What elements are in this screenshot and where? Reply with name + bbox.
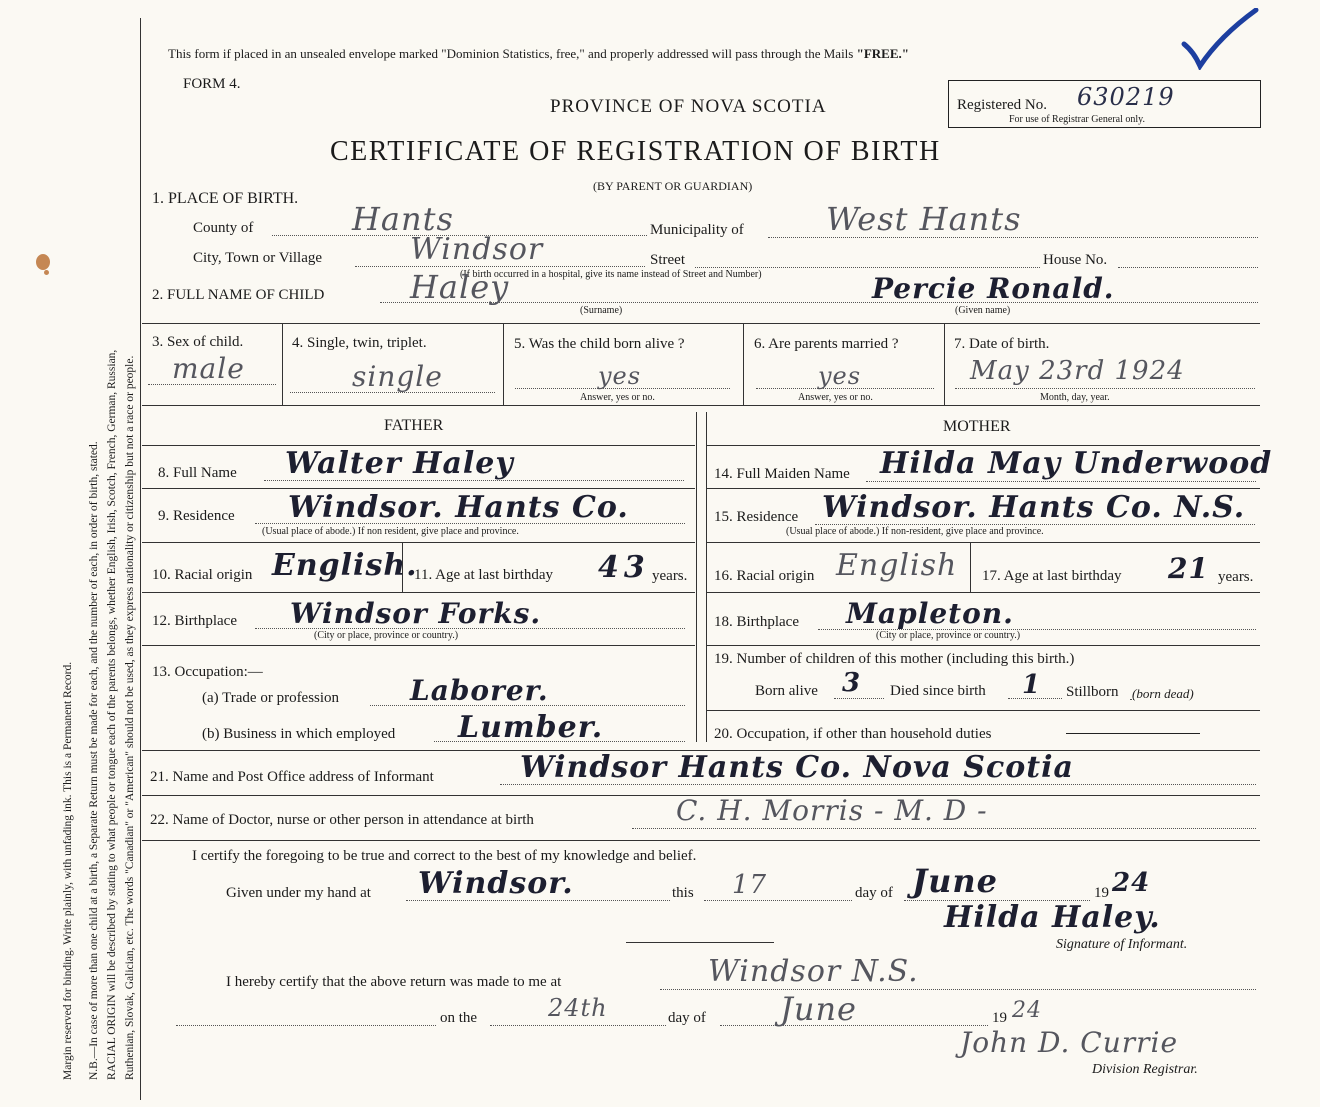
hospital-note: (If birth occurred in a hospital, give its name instead of Street and Number) — [460, 269, 762, 280]
born-alive-count-label: Born alive — [755, 683, 818, 699]
divider — [142, 323, 1260, 324]
street-label: Street — [650, 252, 685, 268]
divider — [706, 412, 707, 742]
mother-name-line — [866, 481, 1256, 482]
certify-text: I certify the foregoing to be true and correct to the best of my knowledge and belief. — [192, 848, 697, 864]
stillborn-note: (born dead) — [1132, 686, 1194, 701]
day-line — [704, 900, 852, 901]
divider — [706, 542, 1260, 543]
margin-note-binding: Margin reserved for binding. Write plainly, with unfading ink. This is a Permanent Record. — [62, 661, 74, 1080]
father-racial-label: 10. Racial origin — [152, 567, 253, 583]
on-the-label: on the — [440, 1010, 478, 1026]
municipality-value: West Hants — [826, 200, 1022, 238]
mother-heading: MOTHER — [943, 418, 1011, 435]
day-of-label: day of — [855, 885, 893, 901]
mother-racial-value: English — [836, 548, 958, 583]
registered-label: Registered No. — [957, 97, 1047, 113]
registrar-place-value: Windsor N.S. — [708, 954, 919, 989]
parents-married-value: yes — [818, 362, 862, 390]
divider — [142, 592, 695, 593]
divider — [706, 710, 1260, 711]
registrar-blank-line — [176, 1025, 436, 1026]
dob-caption: Month, day, year. — [1040, 392, 1110, 403]
divider — [503, 323, 504, 405]
sex-value: male — [172, 352, 245, 385]
county-label: County of — [193, 220, 254, 236]
divider — [696, 412, 697, 742]
doctor-value: C. H. Morris - M. D - — [676, 794, 988, 827]
divider — [706, 592, 1260, 593]
mail-notice-free: "FREE." — [856, 46, 909, 61]
street-line — [695, 267, 1040, 268]
check-mark-icon — [1180, 8, 1260, 70]
margin-rule — [140, 18, 141, 1100]
child-name-label: 2. FULL NAME OF CHILD — [152, 287, 325, 303]
father-residence-caption: (Usual place of abode.) If non resident, give place and province. — [262, 526, 519, 537]
ink-stain — [36, 254, 50, 270]
father-residence-value: Windsor. Hants Co. — [288, 490, 629, 525]
mother-occupation-label: 20. Occupation, if other than household duties — [714, 726, 992, 742]
divider — [944, 323, 945, 405]
mother-racial-label: 16. Racial origin — [714, 568, 815, 584]
father-birthplace-value: Windsor Forks. — [290, 597, 542, 630]
born-alive-label: 5. Was the child born alive ? — [514, 336, 685, 352]
mail-notice-text: This form if placed in an unsealed envelope marked "Dominion Statistics, free," and properly addressed will pass through the Mails — [168, 46, 854, 61]
divider — [706, 488, 1260, 489]
mother-residence-label: 15. Residence — [714, 509, 799, 525]
divider — [142, 645, 695, 646]
given-place-value: Windsor. — [418, 866, 574, 901]
father-trade-value: Laborer. — [410, 674, 549, 707]
year-prefix: 19 — [1094, 885, 1109, 901]
registered-number-box — [948, 80, 1261, 128]
registered-number: 630219 — [1077, 83, 1175, 111]
died-since-birth-label: Died since birth — [890, 683, 986, 699]
father-trade-label: (a) Trade or profession — [202, 690, 340, 706]
child-surname-value: Haley — [410, 268, 510, 306]
mother-name-value: Hilda May Underwood — [880, 446, 1273, 481]
informant-signature: Hilda Haley. — [944, 900, 1161, 935]
born-alive-count-value: 3 — [842, 668, 862, 698]
father-name-value: Walter Haley — [285, 446, 514, 481]
doctor-label: 22. Name of Doctor, nurse or other person in attendance at birth — [150, 812, 534, 828]
given-caption: (Given name) — [955, 305, 1011, 316]
mother-birthplace-label: 18. Birthplace — [714, 614, 799, 630]
mother-occupation-dash — [1066, 733, 1200, 734]
county-value: Hants — [352, 200, 454, 238]
registrar-place-line — [660, 989, 1256, 990]
page-subtitle: (BY PARENT OR GUARDIAN) — [593, 179, 753, 193]
father-age-label: 11. Age at last birthday — [414, 567, 553, 583]
mother-birthplace-value: Mapleton. — [846, 597, 1014, 630]
given-year-value: 24 — [1112, 868, 1151, 898]
parents-married-caption: Answer, yes or no. — [798, 392, 873, 403]
place-of-birth-heading: 1. PLACE OF BIRTH. — [152, 190, 299, 207]
this-label: this — [672, 885, 694, 901]
registrar-note: For use of Registrar General only. — [1009, 114, 1145, 125]
form-number: FORM 4. — [183, 76, 241, 92]
informant-label: 21. Name and Post Office address of Informant — [150, 769, 434, 785]
dob-value: May 23rd 1924 — [970, 356, 1185, 386]
surname-caption: (Surname) — [580, 305, 623, 316]
margin-note-multiple-births: N.B.—In case of more than one child at a birth, a Separate Return must be made for each, and the number of each, in order of birth, stated. — [88, 441, 100, 1080]
informant-signature-caption: Signature of Informant. — [1056, 937, 1188, 952]
doctor-line — [632, 828, 1256, 829]
father-business-value: Lumber. — [458, 710, 604, 745]
divider — [142, 542, 695, 543]
mother-name-label: 14. Full Maiden Name — [714, 466, 850, 482]
father-occupation-label: 13. Occupation:— — [152, 664, 263, 680]
given-day-value: 17 — [732, 870, 768, 900]
father-age-value: 43 — [598, 550, 650, 585]
province-heading: PROVINCE OF NOVA SCOTIA — [550, 96, 827, 117]
given-under-label: Given under my hand at — [226, 885, 371, 901]
given-month-value: June — [912, 862, 999, 900]
parents-married-line — [756, 388, 934, 389]
divider — [282, 323, 283, 405]
father-birthplace-label: 12. Birthplace — [152, 613, 237, 629]
mother-age-unit: years. — [1218, 569, 1254, 585]
plurality-value: single — [352, 360, 443, 393]
mail-notice — [168, 46, 909, 62]
reg-year-prefix: 19 — [992, 1010, 1007, 1026]
divider — [142, 405, 1260, 406]
born-alive-caption: Answer, yes or no. — [580, 392, 655, 403]
born-alive-value: yes — [598, 362, 642, 390]
margin-note-racial-origin-cont: Ruthenian, Slovak, Galician, etc. The words "Canadian" or "American" should not be used, as they express nationality or citizenship but not a race or people. — [124, 355, 136, 1080]
plurality-line — [290, 392, 495, 393]
child-name-line — [380, 302, 1258, 303]
registrar-day-value: 24th — [548, 994, 608, 1022]
mother-age-value: 21 — [1168, 552, 1209, 585]
reg-day-line — [490, 1025, 666, 1026]
stillborn-label: Stillborn — [1066, 684, 1119, 700]
dob-line — [955, 388, 1255, 389]
died-since-birth-value: 1 — [1022, 670, 1042, 700]
father-age-unit: years. — [652, 568, 688, 584]
city-label: City, Town or Village — [193, 250, 323, 266]
father-business-label: (b) Business in which employed — [202, 726, 396, 742]
father-name-label: 8. Full Name — [158, 465, 237, 481]
registrar-signature-caption: Division Registrar. — [1092, 1062, 1198, 1077]
page-title: CERTIFICATE OF REGISTRATION OF BIRTH — [330, 136, 941, 167]
margin-note-racial-origin: RACIAL ORIGIN will be described by stating to what people or tongue each of the parents belongs, whether English, Irish, Scotch, French, German, Russian, — [106, 349, 118, 1080]
registrar-month-value: June — [780, 990, 857, 1028]
mother-age-label: 17. Age at last birthday — [982, 568, 1122, 584]
plurality-label: 4. Single, twin, triplet. — [292, 335, 427, 351]
mother-residence-caption: (Usual place of abode.) If non-resident, give place and province. — [786, 526, 1044, 537]
margin-notes — [10, 20, 140, 1100]
mother-children-label: 19. Number of children of this mother (including this birth.) — [714, 651, 1075, 667]
registrar-signature: John D. Currie — [960, 1026, 1179, 1059]
father-heading: FATHER — [384, 417, 444, 434]
house-label: House No. — [1043, 252, 1108, 268]
registrar-certify-text: I hereby certify that the above return was made to me at — [226, 974, 562, 990]
informant-value: Windsor Hants Co. Nova Scotia — [520, 750, 1074, 785]
mother-birthplace-caption: (City or place, province or country.) — [876, 630, 1021, 641]
reg-day-of-label: day of — [668, 1010, 706, 1026]
divider — [743, 323, 744, 405]
father-racial-value: English. — [272, 548, 418, 583]
child-given-value: Percie Ronald. — [872, 272, 1115, 305]
dob-label: 7. Date of birth. — [954, 336, 1050, 352]
divider — [706, 645, 1260, 646]
mother-residence-value: Windsor. Hants Co. N.S. — [822, 490, 1246, 525]
separator-rule — [626, 942, 774, 943]
municipality-label: Municipality of — [650, 222, 744, 238]
city-value: Windsor — [410, 232, 544, 267]
divider — [142, 488, 695, 489]
parents-married-label: 6. Are parents married ? — [754, 336, 899, 352]
sex-label: 3. Sex of child. — [152, 334, 244, 350]
divider — [142, 840, 1260, 841]
born-alive-count-line — [834, 698, 884, 699]
sex-line — [148, 384, 276, 385]
house-line — [1118, 267, 1258, 268]
father-birthplace-caption: (City or place, province or country.) — [314, 630, 459, 641]
ink-stain — [44, 270, 49, 275]
father-residence-label: 9. Residence — [158, 508, 235, 524]
divider — [402, 542, 403, 592]
registrar-year-value: 24 — [1012, 998, 1042, 1023]
divider — [970, 542, 971, 592]
born-alive-line — [515, 388, 730, 389]
